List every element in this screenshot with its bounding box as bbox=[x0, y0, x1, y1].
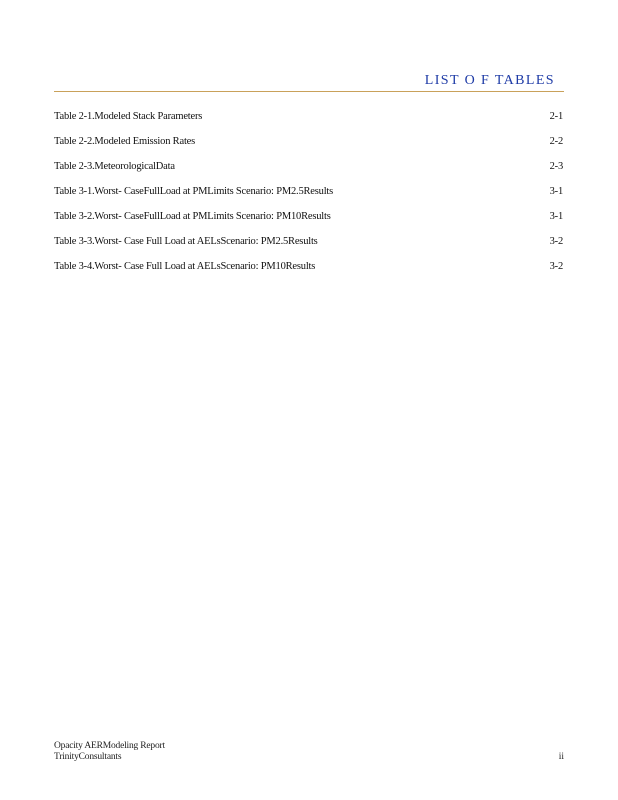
toc-entry-title: Table 3-4.Worst- Case Full Load at AELsScenario: PM10Results bbox=[54, 261, 316, 272]
heading-divider bbox=[54, 91, 564, 92]
toc-entry-title: Table 3-3.Worst- Case Full Load at AELsScenario: PM2.5Results bbox=[54, 236, 318, 247]
toc-entry-page: 3-2 bbox=[549, 236, 563, 247]
toc-entry-page: 3-1 bbox=[549, 186, 563, 197]
footer-company: TrinityConsultants bbox=[54, 752, 122, 762]
page-number: ii bbox=[558, 752, 564, 762]
toc-entry-title: Table 2-1.Modeled Stack Parameters bbox=[54, 111, 203, 122]
toc-entry-page: 2-1 bbox=[549, 111, 563, 122]
toc-entry[interactable] bbox=[54, 161, 563, 186]
toc-entry[interactable] bbox=[54, 186, 563, 211]
toc-entry-page: 2-2 bbox=[549, 136, 563, 147]
toc-entry-title: Table 3-2.Worst- CaseFullLoad at PMLimits Scenario: PM10Results bbox=[54, 211, 331, 222]
toc-entry[interactable] bbox=[54, 136, 563, 161]
toc-entry[interactable] bbox=[54, 111, 563, 136]
toc-entry[interactable] bbox=[54, 211, 563, 236]
list-of-tables bbox=[54, 111, 563, 286]
toc-entry-title: Table 2-2.Modeled Emission Rates bbox=[54, 136, 196, 147]
footer-report-title: Opacity AERModeling Report bbox=[54, 741, 165, 751]
page-title: LIST O F TABLES bbox=[424, 73, 555, 88]
page-footer bbox=[54, 741, 165, 763]
toc-entry-page: 2-3 bbox=[549, 161, 563, 172]
toc-entry-page: 3-2 bbox=[549, 261, 563, 272]
toc-entry-page: 3-1 bbox=[549, 211, 563, 222]
toc-entry-title: Table 2-3.MeteorologicalData bbox=[54, 161, 175, 172]
toc-entry[interactable] bbox=[54, 261, 563, 286]
toc-entry-title: Table 3-1.Worst- CaseFullLoad at PMLimits Scenario: PM2.5Results bbox=[54, 186, 334, 197]
toc-entry[interactable] bbox=[54, 236, 563, 261]
